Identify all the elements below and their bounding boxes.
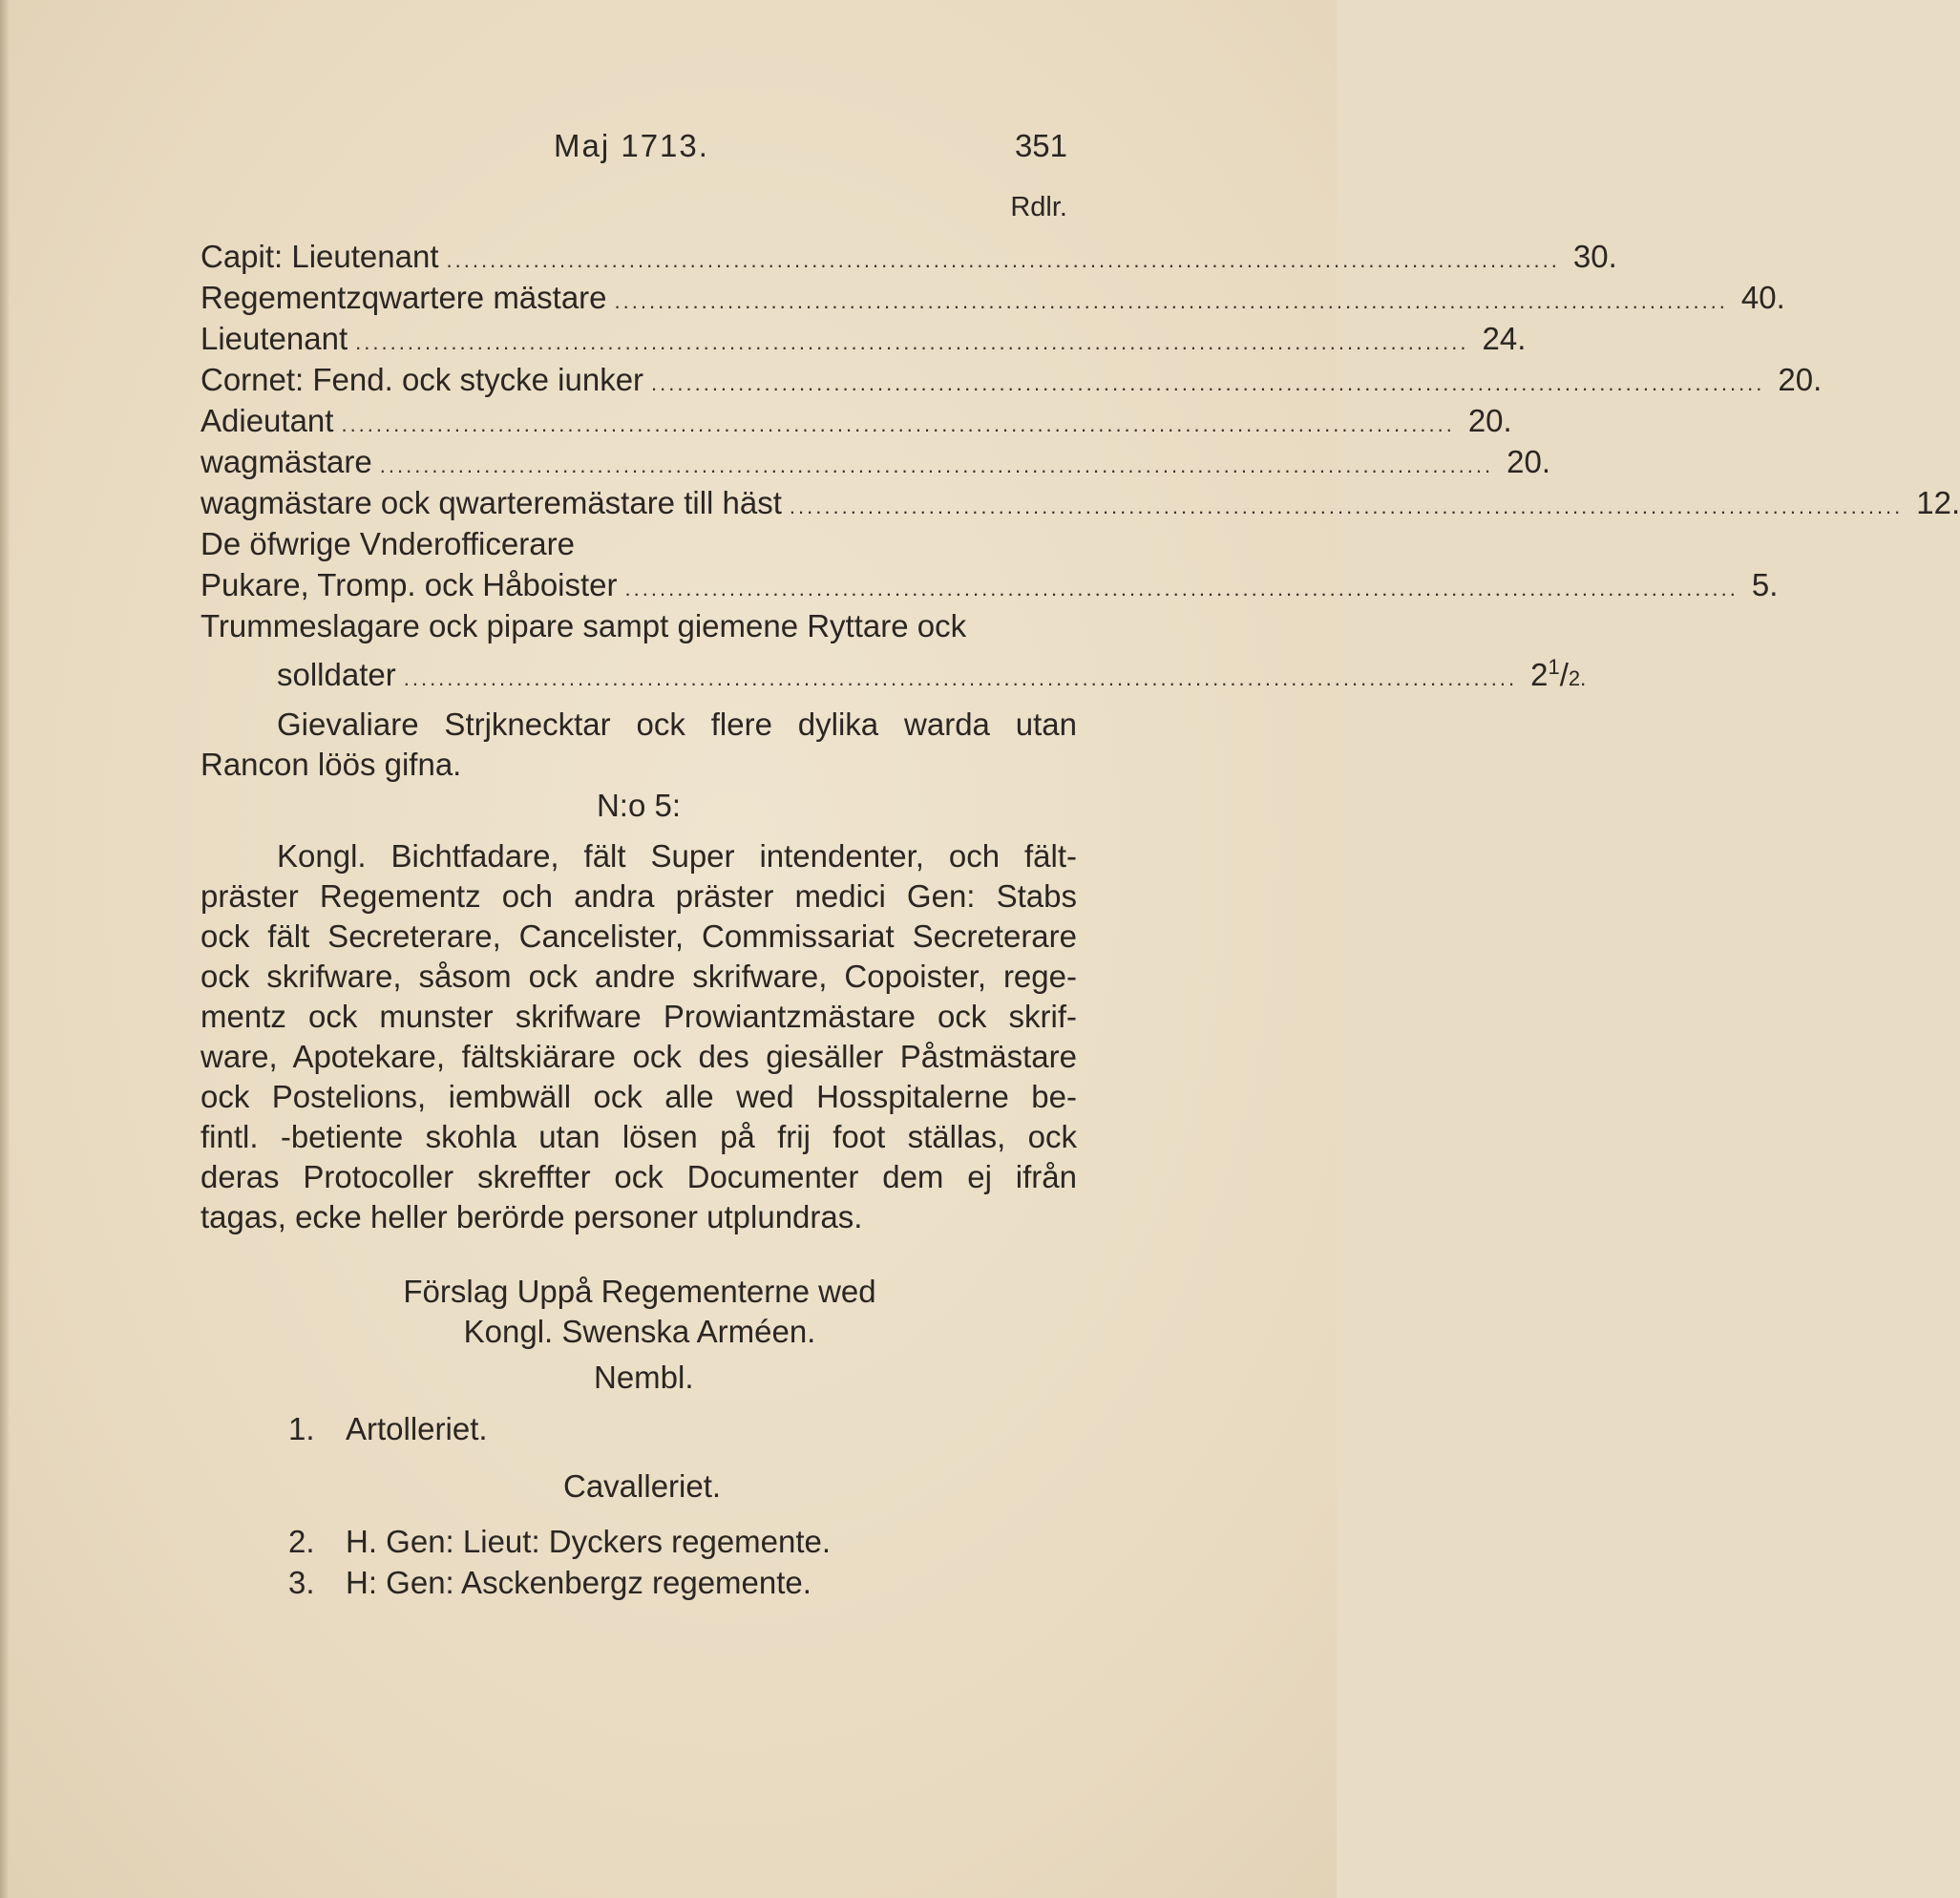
header-title: Maj 1713. bbox=[554, 128, 709, 163]
list-number: 1. bbox=[288, 1411, 315, 1446]
amount-denominator: 2. bbox=[1568, 666, 1587, 690]
trummeslagare-line: Trummeslagare ock pipare sampt giemene Ryttare ock bbox=[200, 608, 967, 643]
pay-row-amount: 30. bbox=[1572, 239, 1617, 274]
pay-row-label: Pukare, Tromp. ock Håboister bbox=[200, 567, 618, 602]
page-binding-edge bbox=[0, 0, 10, 1898]
pay-row bbox=[200, 360, 1823, 400]
leader-dots: ................................................................................................................................ bbox=[789, 495, 1904, 518]
nembl-label: Nembl. bbox=[594, 1360, 694, 1395]
paragraph-line: fintl. -betiente skohla utan lösen på frij foot ställas, ock bbox=[200, 1119, 1077, 1154]
forslag-line: Kongl. Swenska Arméen. bbox=[463, 1314, 816, 1349]
forslag-line: Förslag Uppå Regementerne wed bbox=[403, 1274, 876, 1309]
paragraph-line: ock skrifware, såsom ock andre skrifware, Copoister, rege- bbox=[200, 959, 1077, 994]
pay-row-label: Regementzqwartere mästare bbox=[200, 280, 607, 315]
paragraph-line: ock Postelions, iembwäll ock alle wed Hosspitalerne be- bbox=[200, 1079, 1077, 1114]
pay-row-label: Adieutant bbox=[200, 403, 334, 438]
amount-numerator: 1 bbox=[1548, 655, 1560, 679]
pay-row-label: Cornet: Fend. ock stycke iunker bbox=[200, 362, 644, 397]
pay-row bbox=[200, 401, 1512, 441]
paragraph-line: präster Regementz och andra präster medici Gen: Stabs bbox=[200, 878, 1077, 914]
pay-row-amount: 40. bbox=[1740, 280, 1785, 315]
currency-label: Rdlr. bbox=[1010, 192, 1067, 222]
pay-row-label: Capit: Lieutenant bbox=[200, 239, 439, 274]
page-number: 351 bbox=[1014, 128, 1067, 163]
paragraph-line: mentz ock munster skrifware Prowiantzmästare ock skrif- bbox=[200, 999, 1077, 1034]
pay-row bbox=[200, 483, 1960, 523]
running-header bbox=[200, 126, 1067, 168]
list-item: H. Gen: Lieut: Dyckers regemente. bbox=[346, 1524, 832, 1559]
leader-dots: ................................................................................................................................ bbox=[651, 371, 1765, 395]
pay-row bbox=[200, 565, 1779, 605]
pay-row-label: wagmästare ock qwarteremästare till häst bbox=[200, 485, 782, 520]
pay-row-amount: 12. bbox=[1916, 485, 1960, 520]
section-number: N:o 5: bbox=[596, 788, 682, 823]
leader-dots: ................................................................................................................................ bbox=[624, 577, 1739, 601]
paragraph-line: ware, Apotekare, fältskiärare ock des giesäller Påstmästare bbox=[200, 1039, 1077, 1074]
list-number: 3. bbox=[288, 1565, 315, 1600]
paragraph-line: Rancon löös gifna. bbox=[200, 747, 462, 782]
pay-row bbox=[200, 237, 1617, 277]
paragraph-line: ock fält Secreterare, Cancelister, Commissariat Secreterare bbox=[200, 918, 1077, 954]
pay-row-label: Lieutenant bbox=[200, 321, 348, 356]
amount-whole: 2 bbox=[1530, 657, 1549, 692]
list-item: Artolleriet. bbox=[346, 1411, 488, 1446]
forslag-heading bbox=[382, 1272, 897, 1352]
pay-row bbox=[200, 278, 1785, 318]
leader-dots: ................................................................................................................................ bbox=[446, 248, 1560, 272]
pay-row-amount: 24. bbox=[1482, 321, 1527, 356]
leader-dots: ................................................................................................................................ bbox=[403, 666, 1518, 690]
pay-row-amount: 5. bbox=[1751, 567, 1779, 602]
pay-row bbox=[200, 442, 1550, 482]
cavalleriet-heading: Cavalleriet. bbox=[563, 1468, 722, 1504]
paragraph-line: Kongl. Bichtfadare, fält Super intendenter, och fält- bbox=[277, 838, 1077, 874]
main-paragraph bbox=[200, 836, 1077, 1237]
pay-row bbox=[277, 647, 1587, 692]
pay-row-amount: $2^1/2$. bbox=[1530, 655, 1587, 692]
list-item: H: Gen: Asckenbergz regemente. bbox=[346, 1565, 811, 1600]
paragraph-line: tagas, ecke heller berörde personer utplundras. bbox=[200, 1199, 863, 1234]
pay-row-label: solldater bbox=[277, 657, 396, 692]
paragraph-line: Gievaliare Strjknecktar ock flere dylika warda utan bbox=[277, 706, 1077, 742]
pay-row-amount: 20. bbox=[1778, 362, 1823, 397]
leader-dots: ................................................................................................................................ bbox=[341, 412, 1455, 436]
leader-dots: ................................................................................................................................ bbox=[614, 289, 1728, 313]
gievaliare-paragraph bbox=[200, 705, 1077, 785]
pay-row bbox=[200, 319, 1527, 359]
paragraph-line: deras Protocoller skreffter ock Documenter dem ej ifrån bbox=[200, 1159, 1077, 1194]
pay-row-amount: 20. bbox=[1507, 444, 1550, 479]
pay-row-label: wagmästare bbox=[200, 444, 372, 479]
list-number: 2. bbox=[288, 1524, 315, 1559]
pay-row-amount: 20. bbox=[1467, 403, 1512, 438]
leader-dots: ................................................................................................................................ bbox=[379, 453, 1494, 477]
leader-dots: ................................................................................................................................ bbox=[355, 330, 1469, 354]
nco-heading: De öfwrige Vnderofficerare bbox=[200, 526, 575, 561]
